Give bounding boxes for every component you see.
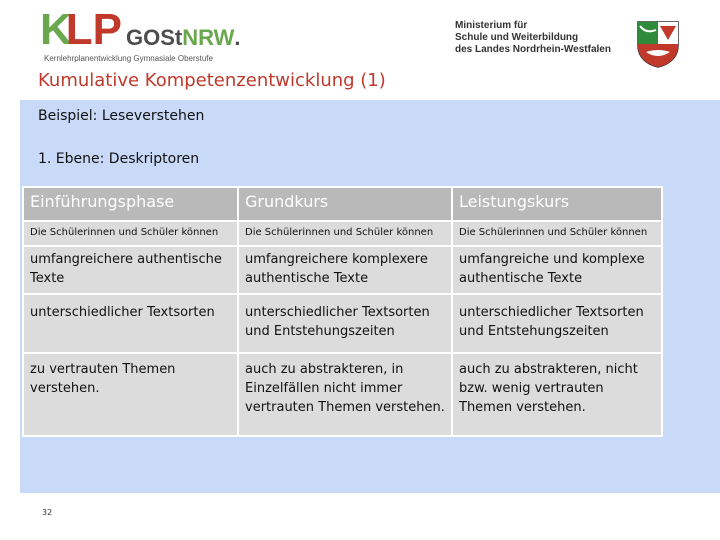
logo-k: K (40, 5, 72, 54)
level-label: 1. Ebene: Deskriptoren (38, 151, 200, 167)
logo-subtitle: Kernlehrplanentwicklung Gymnasiale Oberstufe (44, 54, 213, 63)
ministry-line-2: Schule und Weiterbildung (455, 32, 579, 43)
table-cell: umfangreichere komplexere authentische Texte (238, 246, 452, 294)
header-einfuehrungsphase: Einführungsphase (23, 187, 238, 221)
nrw-coat-of-arms-icon (636, 20, 680, 68)
klp-gost-nrw-logo (40, 5, 241, 68)
table-cell: unterschiedlicher Textsorten (23, 294, 238, 353)
example-label: Beispiel: Leseverstehen (38, 108, 205, 124)
table-header-row (23, 187, 662, 221)
table-cell: Die Schülerinnen und Schüler können (238, 221, 452, 246)
table-cell: unterschiedlicher Textsorten und Entstehungszeiten (238, 294, 452, 353)
page-title: Kumulative Kompetenzentwicklung (1) (38, 70, 386, 91)
descriptor-table (22, 186, 663, 437)
header-grundkurs: Grundkurs (238, 187, 452, 221)
ministry-line-1: Ministerium für (455, 20, 528, 31)
page-number: 32 (42, 508, 53, 517)
ministry-name (455, 20, 625, 56)
table-cell: umfangreiche und komplexe authentische Texte (452, 246, 662, 294)
ministry-line-3: des Landes Nordrhein-Westfalen (455, 44, 611, 55)
table-cell: auch zu abstrakteren, nicht bzw. wenig vertrauten Themen verstehen. (452, 353, 662, 436)
logo-lp: LP (65, 5, 123, 54)
table-cell: umfangreichere authentische Texte (23, 246, 238, 294)
table-cell: zu vertrauten Themen verstehen. (23, 353, 238, 436)
table-cell: Die Schülerinnen und Schüler können (452, 221, 662, 246)
table-cell: Die Schülerinnen und Schüler können (23, 221, 238, 246)
panel-footer (20, 493, 720, 540)
logo-nrw: NRW (182, 25, 235, 50)
table-row (23, 353, 662, 436)
table-row (23, 294, 662, 353)
table-cell: unterschiedlicher Textsorten und Entstehungszeiten (452, 294, 662, 353)
logo-gost: GOSt (126, 25, 183, 50)
table-row (23, 221, 662, 246)
logo-dot: . (234, 25, 241, 50)
header-leistungskurs: Leistungskurs (452, 187, 662, 221)
table-row (23, 246, 662, 294)
table-cell: auch zu abstrakteren, in Einzelfällen nicht immer vertrauten Themen verstehen. (238, 353, 452, 436)
